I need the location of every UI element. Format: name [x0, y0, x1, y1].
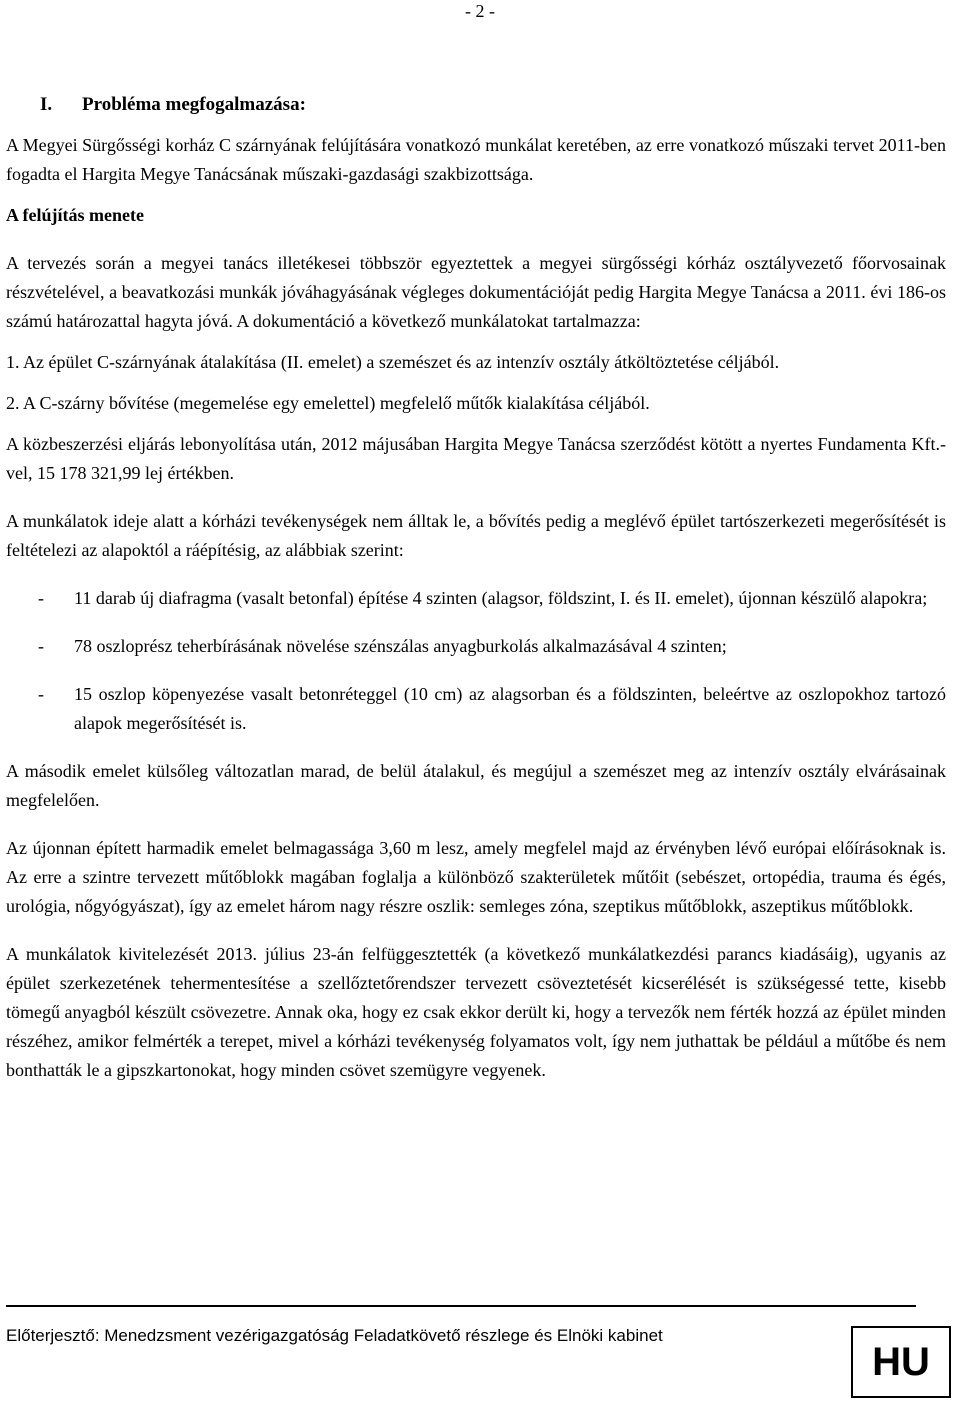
footer-divider — [6, 1305, 916, 1307]
list-item-text: 11 darab új diafragma (vasalt betonfal) építése 4 szinten (alagsor, földszint, I. és II. emelet), újonnan készülő alapokra; — [74, 588, 928, 608]
intro-paragraph: A Megyei Sürgősségi korház C szárnyának felújítására vonatkozó munkálat keretében, az erre vonatkozó műszaki tervet 2011-ben fogadta el Hargita Megye Tanácsának műszaki-gazdasági szakbizottsága. — [6, 135, 946, 184]
work-item-1: 1. Az épület C-szárnyának átalakítása (II. emelet) a szemészet és az intenzív osztály átköltöztetése céljából. — [6, 352, 780, 372]
list-item-text: 15 oszlop köpenyezése vasalt betonréteggel (10 cm) az alagsorban és a földszinten, beleértve az oszlopokhoz tartozó alapok megerősítését is. — [74, 684, 946, 733]
work-item-2: 2. A C-szárny bővítése (megemelése egy emelettel) megfelelő műtők kialakítása céljából. — [6, 393, 650, 413]
bullet-dash: - — [38, 588, 44, 608]
list-item — [6, 680, 946, 738]
bullet-dash: - — [38, 684, 44, 704]
suspension-paragraph: A munkálatok kivitelezését 2013. július 23-án felfüggesztették (a következő munkálatkezdési parancs kiadásáig), ugyanis az épület szerkezetének tehermentesítése a szellőztetőrendszer tervezett csöveztetését kicserélését is szükségessé tette, kisebb tömegű anyagból készült csövezetre. Annak oka, hogy ez csak ekkor derült ki, hogy a tervezők nem férték hozzá az épület minden részéhez, amikor felmérték a terepet, mivel a kórházi tevékenység folyamatos volt, így nem juthattak be például a műtőbe és nem bonthatták le a gipszkartonokat, hogy minden csövet szemügyre vegyenek. — [6, 944, 946, 1080]
language-badge: HU — [851, 1326, 951, 1398]
list-item — [6, 584, 946, 613]
section-title: Probléma megfogalmazása: — [82, 94, 306, 115]
document-body — [6, 90, 946, 1085]
works-paragraph: A munkálatok ideje alatt a kórházi tevékenységek nem álltak le, a bővítés pedig a meglévő épület tartószerkezeti megerősítését is feltételezi az alapoktól a ráépítésig, az alábbiak szerint: — [6, 511, 946, 560]
page-number: - 2 - — [465, 1, 495, 21]
list-item — [6, 632, 946, 661]
procurement-paragraph: A közbeszerzési eljárás lebonyolítása után, 2012 májusában Hargita Megye Tanácsa szerződést kötött a nyertes Fundamenta Kft.-vel, 15 178 321,99 lej értékben. — [6, 434, 946, 483]
footer-text: Előterjesztő: Menedzsment vezérigazgatóság Feladatkövető részlege és Elnöki kabinet — [6, 1326, 663, 1345]
works-list — [6, 584, 946, 738]
third-floor-paragraph: Az újonnan épített harmadik emelet belmagassága 3,60 m lesz, amely megfelel majd az érvényben lévő európai előírásoknak is. Az erre a szintre tervezett műtőblokk magában foglalja a különböző szakterületek műtőit (sebészet, ortopédia, trauma és égés, urológia, nőgyógyászat), így az emelet három nagy részre oszlik: semleges zóna, szeptikus műtőblokk, aszeptikus műtőblokk. — [6, 838, 946, 916]
subheading: A felújítás menete — [6, 205, 144, 225]
second-floor-paragraph: A második emelet külsőleg változatlan marad, de belül átalakul, és megújul a szemészet meg az intenzív osztály elvárásainak megfelelően. — [6, 761, 946, 810]
bullet-dash: - — [38, 636, 44, 656]
section-number: I. — [40, 94, 53, 115]
planning-paragraph: A tervezés során a megyei tanács illetékesei többször egyeztettek a megyei sürgősségi kórház osztályvezető főorvosainak részvételével, a beavatkozási munkák jóváhagyásának végleges dokumentációját pedig Hargita Megye Tanácsa a 2011. évi 186-os számú határozattal hagyta jóvá. A dokumentáció a következő munkálatokat tartalmazza: — [6, 253, 946, 331]
section-heading — [6, 90, 946, 119]
list-item-text: 78 oszloprész teherbírásának növelése szénszálas anyagburkolás alkalmazásával 4 szinten; — [74, 636, 727, 656]
